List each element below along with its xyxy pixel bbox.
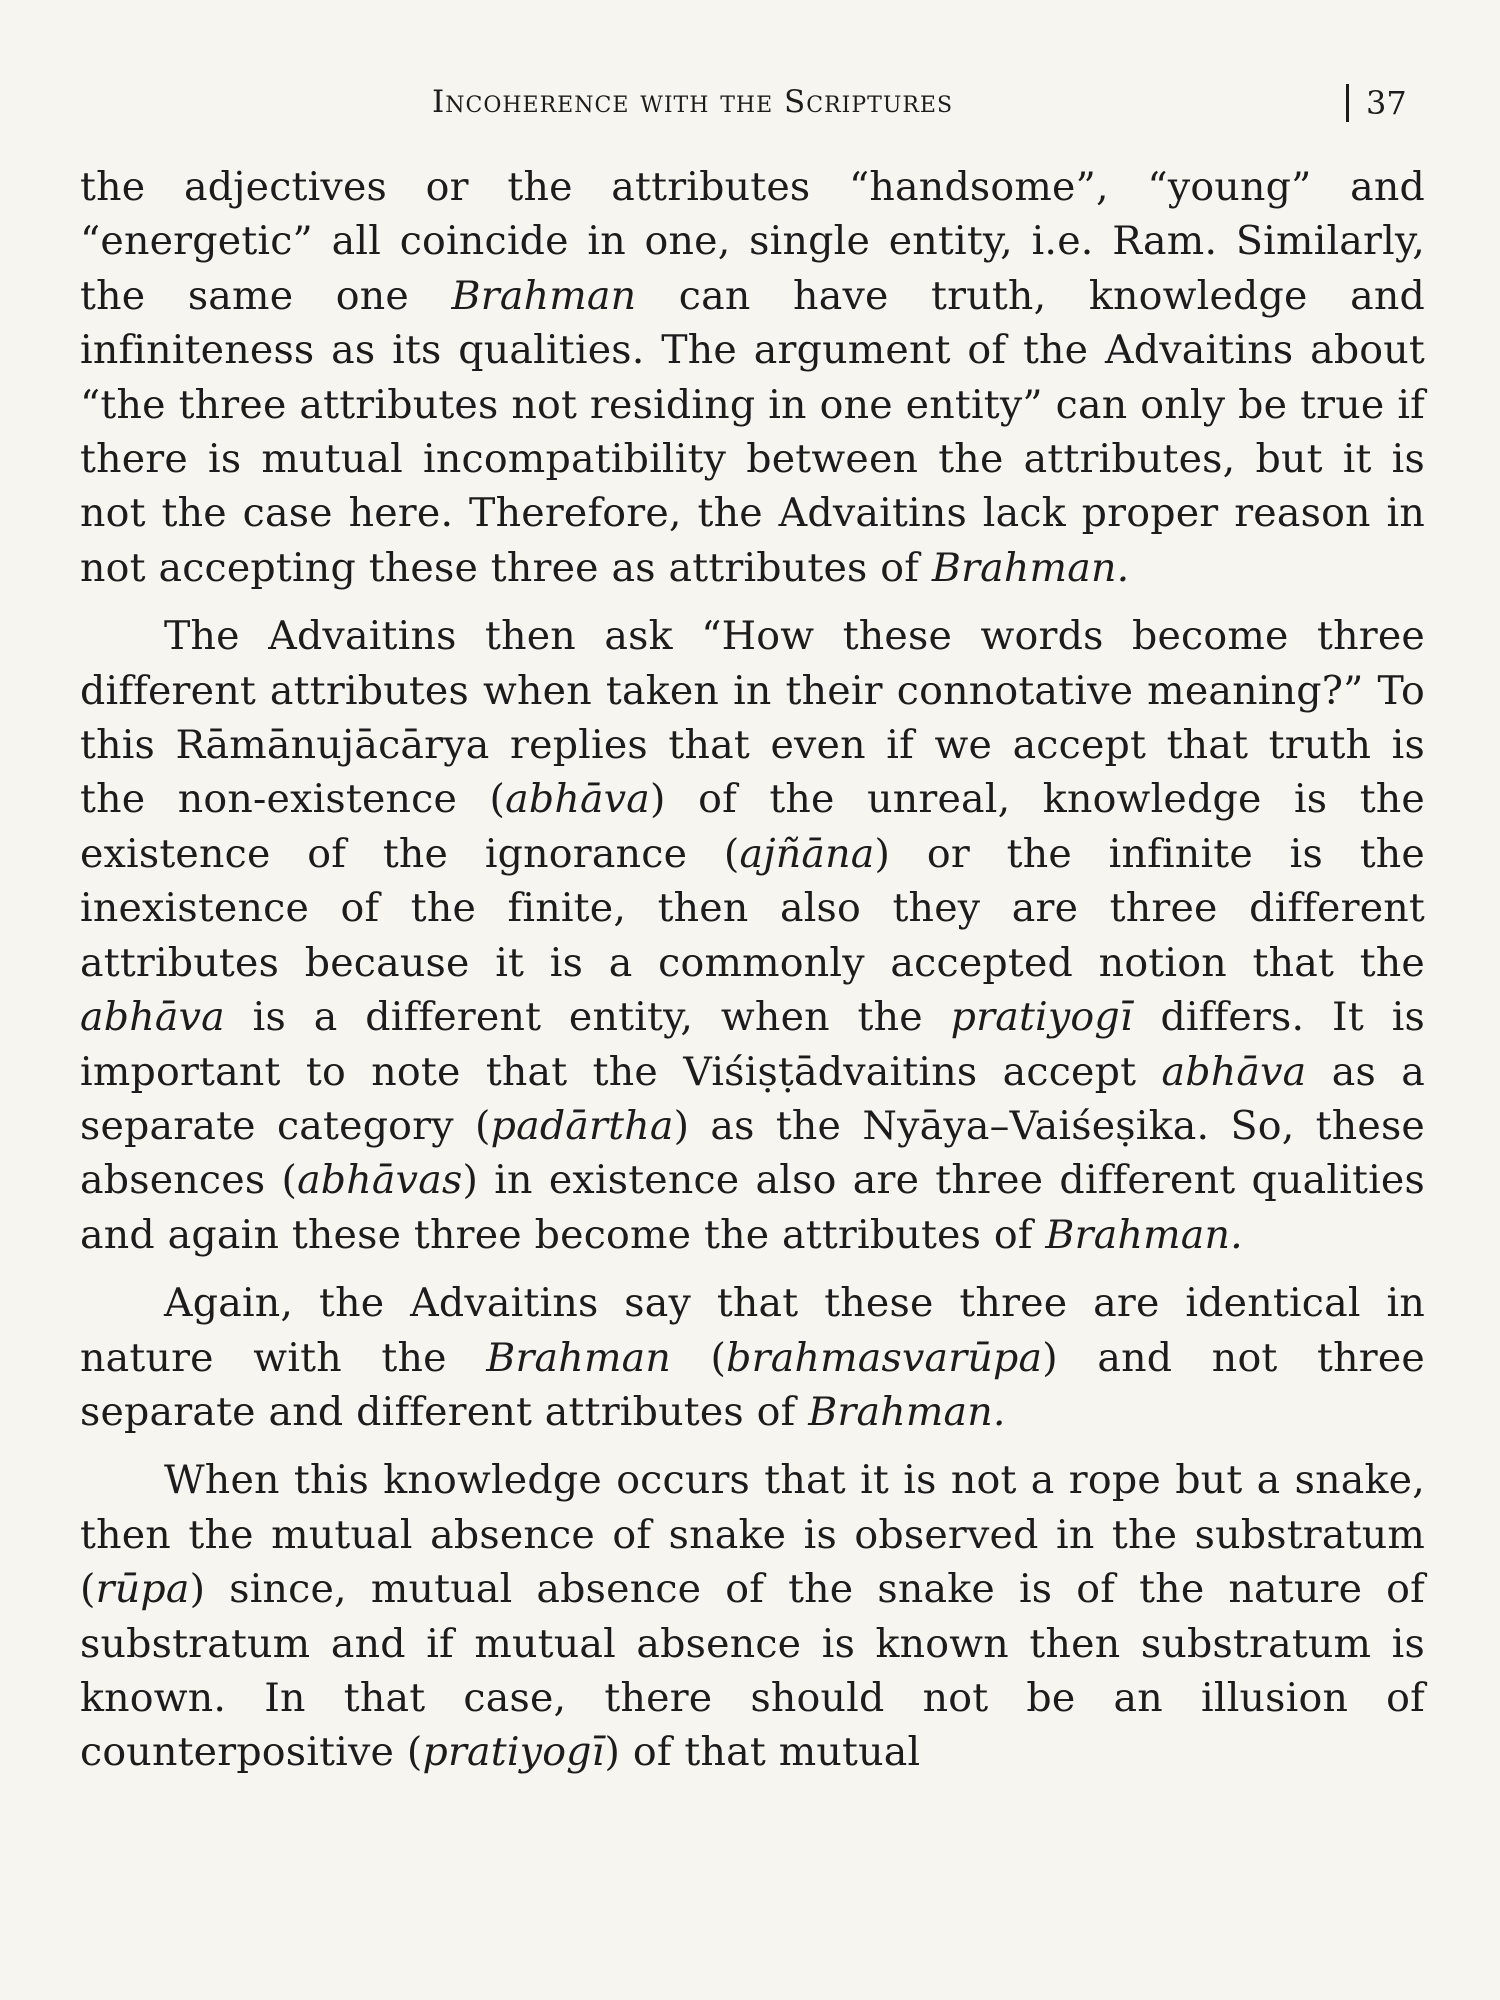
italic-term: padārtha — [490, 1102, 674, 1149]
text-run: ) of the unreal, knowledge is the existence of the ignorance ( — [80, 776, 1426, 877]
text-run: ) in existence also are three different qualities and again these three become the attributes of — [80, 1157, 1425, 1258]
header-divider — [1346, 84, 1349, 122]
italic-term: abhāva — [505, 776, 651, 823]
text-run: the adjectives or the attributes “handsome”, “young” and “energetic” all coincide in one, single entity, i.e. Ram. Similarly, the same one — [80, 164, 1425, 319]
text-run: The Advaitins then ask “How these words become three different attributes when taken in their connotative meaning?” To this Rāmānujācārya replies that even if we accept that truth is the non-existence ( — [80, 613, 1425, 823]
text-run: ) and not three separate and different attributes of — [80, 1334, 1425, 1435]
italic-term: Brahman — [451, 272, 637, 319]
text-run: ) or the infinite is the inexistence of the finite, then also they are three different attributes because it is a commonly accepted notion that the — [80, 830, 1425, 986]
text-run: ) since, mutual absence of the snake is of the nature of substratum and if mutual absence is known then substratum is known. In that case, there should not be an illusion of counterpositive ( — [80, 1566, 1425, 1776]
page-number: 37 — [1366, 84, 1407, 122]
paragraph-4 — [80, 1453, 1425, 1779]
text-run: differs. It is important to note that the Viśiṣṭādvaitins accept — [80, 994, 1426, 1095]
text-run: can have truth, knowledge and infiniteness as its qualities. The argument of the Advaitins about “the three attributes not residing in one entity” can only be true if there is mutual incompatibility between the attributes, but it is not the case here. Therefore, the Advaitins lack proper reason in not accepting these three as attributes of — [80, 272, 1425, 591]
text-run: ) as the Nyāya–Vaiśeṣika. So, these absences ( — [80, 1102, 1425, 1204]
italic-term: brahmasvarūpa — [726, 1334, 1043, 1381]
italic-term: Brahman. — [931, 544, 1130, 591]
paragraph-3 — [80, 1276, 1425, 1439]
italic-term: rūpa — [95, 1566, 190, 1613]
text-run: is a different entity, when the — [224, 994, 951, 1041]
running-header — [0, 84, 1500, 144]
italic-term: abhāva — [1161, 1048, 1307, 1095]
italic-term: abhāva — [80, 994, 225, 1041]
text-run: ( — [671, 1334, 727, 1381]
text-run: as a separate category ( — [80, 1048, 1426, 1149]
italic-term: ajñāna — [739, 830, 875, 877]
italic-term: Brahman — [486, 1334, 671, 1381]
text-run: When this knowledge occurs that it is not a rope but a snake, then the mutual absence of snake is observed in the substratum ( — [80, 1457, 1425, 1613]
paragraph-2 — [80, 609, 1425, 1262]
paragraph-1 — [80, 160, 1425, 595]
italic-term: pratiyogī — [950, 994, 1133, 1041]
text-run: Again, the Advaitins say that these three are identical in nature with the — [80, 1280, 1425, 1381]
body-text — [80, 160, 1425, 1780]
italic-term: abhāvas — [297, 1157, 463, 1204]
italic-term: Brahman. — [808, 1388, 1006, 1435]
running-head-title: Incoherence with the Scriptures — [432, 84, 954, 120]
text-run: ) of that mutual — [604, 1729, 921, 1776]
italic-term: Brahman. — [1045, 1211, 1243, 1258]
italic-term: pratiyogī — [422, 1729, 605, 1776]
